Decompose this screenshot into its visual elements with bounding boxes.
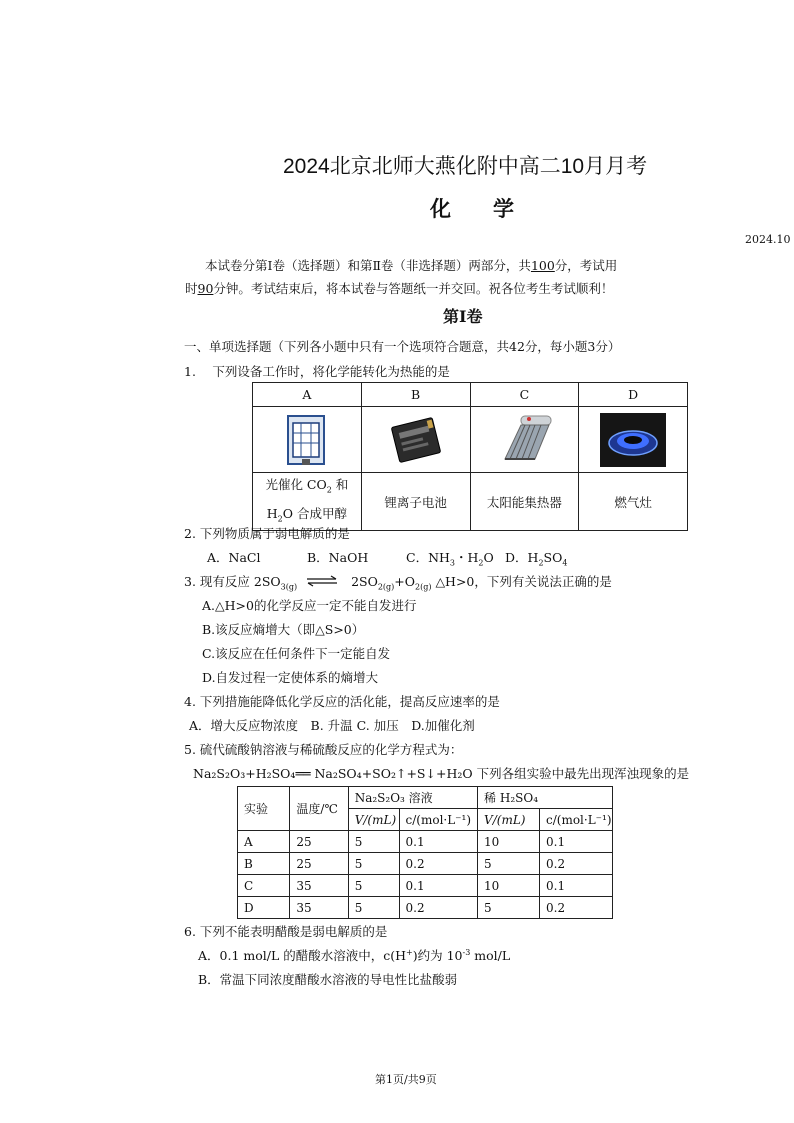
q3-option-d: D.自发过程一定使体系的熵增大 — [202, 670, 379, 685]
solar-heater-image — [491, 413, 557, 467]
table-row: A 25 5 0.1 10 0.1 — [238, 831, 613, 853]
exam-duration: 90 — [197, 281, 214, 296]
page-number: 第1页/共9页 — [375, 1073, 437, 1086]
q1-label-c: 太阳能集热器 — [470, 473, 579, 531]
q5-equation: Na₂S₂O₃+H₂SO₄══ Na₂SO₄+SO₂↑+S↓+H₂O 下列各组实验中最先出现浑浊现象的是 — [193, 766, 690, 781]
q6-option-b: B．常温下同浓度醋酸水溶液的导电性比盐酸弱 — [198, 972, 458, 987]
exam-date: 2024.10 — [745, 233, 791, 246]
intro-line-1: 本试卷分第Ⅰ卷（选择题）和第Ⅱ卷（非选择题）两部分，共100分，考试用 — [205, 258, 618, 273]
q1-label-a: 光催化 $CO_2$ 和 $H_2O$ 合成甲醇 — [253, 473, 362, 531]
q5-experiment-table — [237, 786, 613, 919]
q1-label-b: 锂离子电池 — [361, 473, 470, 531]
q5-header-h2so4: 稀 H₂SO₄ — [478, 787, 613, 809]
q5-header-temperature: 温度/℃ — [290, 787, 348, 831]
q2-stem: 2. 下列物质属于弱电解质的是 — [184, 526, 350, 541]
q5-header-experiment: 实验 — [238, 787, 290, 831]
q3-option-c: C.该反应在任何条件下一定能自发 — [202, 646, 391, 661]
q1-option-table — [252, 382, 688, 531]
q5-header-na2s2o3: Na₂S₂O₃ 溶液 — [348, 787, 477, 809]
q4-options: A．增大反应物浓度 B. 升温 C. 加压 D.加催化剂 — [189, 718, 475, 733]
exam-title: 2024北京北师大燕化附中高二10月月考 — [283, 155, 648, 178]
q5-header-conc-2: c/(mol·L⁻¹) — [540, 809, 613, 831]
q1-header-d: D — [579, 383, 688, 407]
table-row: B 25 5 0.2 5 0.2 — [238, 853, 613, 875]
q2-option-a: A．NaCl — [207, 550, 261, 565]
q2-option-c: C．$NH_3$・$H_2O$ — [406, 550, 494, 568]
photocatalysis-device-image — [274, 413, 340, 467]
q5-header-conc-1: c/(mol·L⁻¹) — [399, 809, 478, 831]
part-title: 第Ⅰ卷 — [443, 307, 483, 326]
q1-header-b: B — [361, 383, 470, 407]
total-score: 100 — [530, 258, 555, 273]
table-row: D 35 5 0.2 5 0.2 — [238, 897, 613, 919]
table-row: C 35 5 0.1 10 0.1 — [238, 875, 613, 897]
intro-line-2: 时90分钟。考试结束后，将本试卷与答题纸一并交回。祝各位考生考试顺利！ — [185, 281, 614, 296]
gas-stove-image — [600, 413, 666, 467]
subject-title: 化 学 — [430, 196, 514, 221]
q1-header-a: A — [253, 383, 362, 407]
q5-header-volume-1: V/(mL) — [348, 809, 399, 831]
q5-stem: 5. 硫代硫酸钠溶液与稀硫酸反应的化学方程式为： — [184, 742, 463, 757]
q3-option-b: B.该反应熵增大（即△S>0） — [202, 622, 365, 637]
lithium-battery-image — [383, 413, 449, 467]
q2-option-d: D．$H_2SO_4$ — [505, 550, 568, 568]
section-heading: 一、单项选择题（下列各小题中只有一个选项符合题意，共42分，每小题3分） — [184, 339, 621, 354]
equilibrium-arrow-icon — [305, 575, 343, 590]
q2-option-b: B．NaOH — [307, 550, 369, 565]
q3-option-a: A.△H>0的化学反应一定不能自发进行 — [202, 598, 417, 613]
q1-label-d: 燃气灶 — [579, 473, 688, 531]
q1-stem: 1. 下列设备工作时，将化学能转化为热能的是 — [184, 364, 450, 379]
q4-stem: 4. 下列措施能降低化学反应的活化能，提高反应速率的是 — [184, 694, 500, 709]
q5-header-volume-2: V/(mL) — [478, 809, 540, 831]
q1-header-c: C — [470, 383, 579, 407]
q6-option-a: A．0.1 mol/L 的醋酸水溶液中，c(H+)约为 $10^{-3}$ mol/L — [198, 947, 511, 963]
q3-stem: 3. 现有反应 $2SO_{3(g)}$ $2SO_{2(g)}+O_{2(g)}$ △H>0，下列有关说法正确的是 — [184, 574, 612, 592]
q6-stem: 6. 下列不能表明醋酸是弱电解质的是 — [184, 924, 388, 939]
